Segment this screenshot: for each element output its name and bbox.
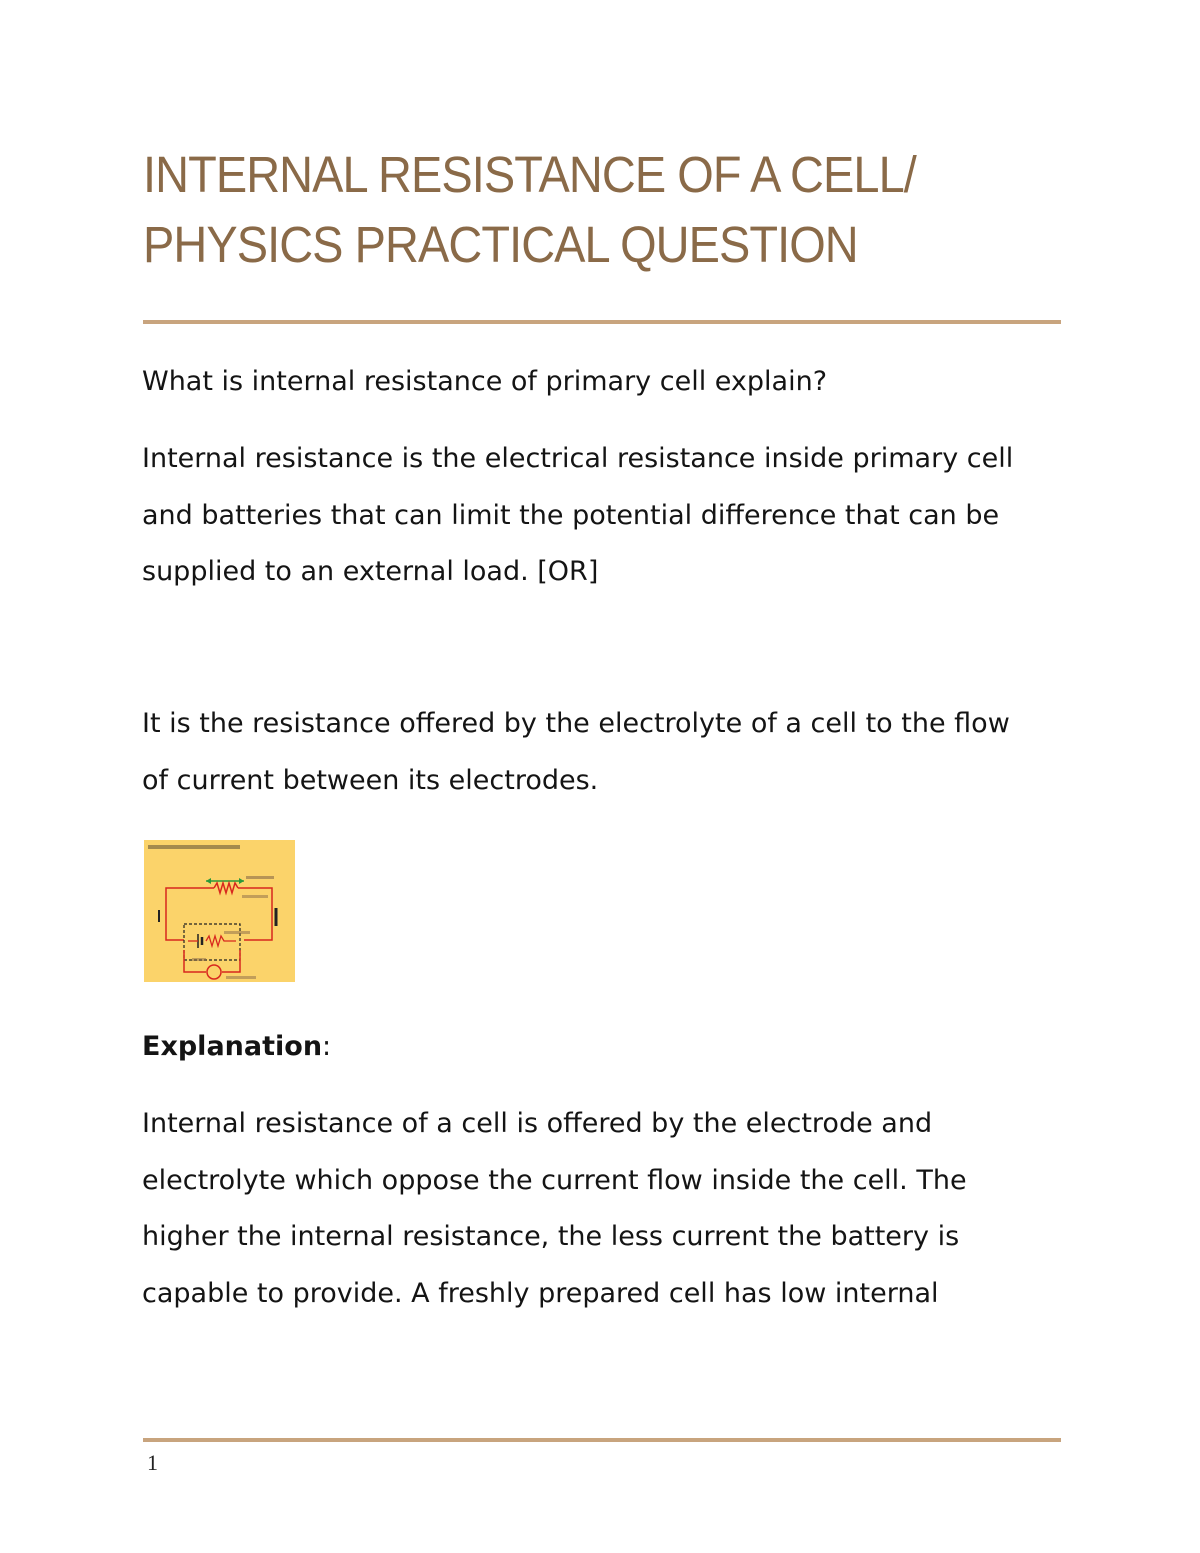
- explanation-paragraph: Internal resistance of a cell is offered by the electrode and electrolyte which oppose the current flow inside the cell. The higher the internal resistance, the less current the battery is capable to provide. A freshly prepared cell has low internal: [142, 1108, 967, 1309]
- question-text: What is internal resistance of primary cell explain?: [142, 366, 828, 397]
- document-title: INTERNAL RESISTANCE OF A CELL/ PHYSICS PRACTICAL QUESTION: [143, 146, 916, 273]
- explanation-heading: [142, 1019, 1042, 1076]
- footer-divider: [143, 1438, 1061, 1442]
- explanation-label: Explanation: [142, 1031, 323, 1062]
- page-number: 1: [147, 1450, 158, 1475]
- definition-paragraph: Internal resistance is the electrical resistance inside primary cell and batteries that can limit the potential difference that can be supplied to an external load. [OR]: [142, 443, 1014, 587]
- alternate-definition-paragraph: It is the resistance offered by the electrolyte of a cell to the flow of current between its electrodes.: [142, 708, 1010, 796]
- explanation-colon: :: [322, 1031, 332, 1062]
- title-divider: [143, 320, 1061, 324]
- circuit-diagram-image: [144, 840, 295, 982]
- circuit-diagram-icon: [144, 840, 295, 982]
